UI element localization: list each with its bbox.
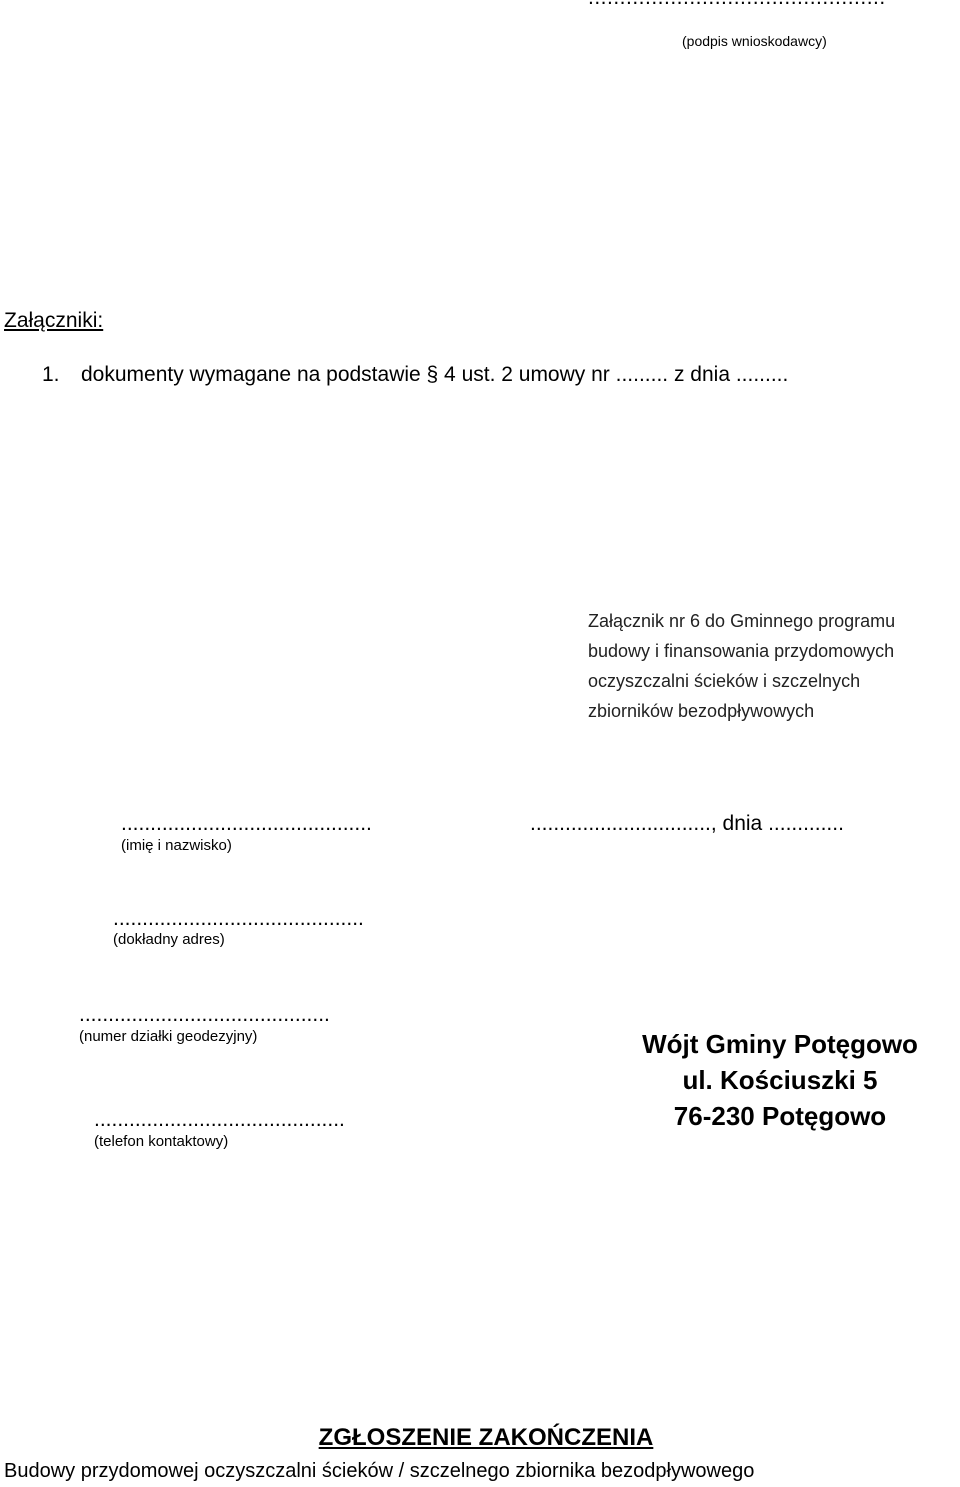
annex-line: budowy i finansowania przydomowych	[588, 641, 895, 661]
place-date-line: ..............................., dnia .............	[530, 812, 844, 835]
name-field-dots: ...........................................	[121, 812, 372, 835]
recipient-block	[610, 1026, 950, 1134]
address-field-label: (dokładny adres)	[113, 931, 225, 948]
address-field-dots: ...........................................	[113, 907, 364, 930]
document-title: ZGŁOSZENIE ZAKOŃCZENIA	[318, 1424, 654, 1451]
plot-field-dots: ...........................................	[79, 1003, 330, 1026]
name-field-label: (imię i nazwisko)	[121, 837, 232, 854]
attachments-heading: Załączniki:	[4, 309, 104, 332]
annex-line: oczyszczalni ścieków i szczelnych	[588, 671, 861, 691]
plot-field-label: (numer działki geodezyjny)	[79, 1028, 258, 1045]
signature-label: (podpis wnioskodawcy)	[682, 33, 827, 49]
attachment-item-number: 1.	[42, 363, 60, 386]
signature-dots	[588, 0, 886, 10]
phone-field-label: (telefon kontaktowy)	[94, 1133, 229, 1150]
recipient-line: 76-230 Potęgowo	[673, 1101, 887, 1131]
recipient-line: Wójt Gminy Potęgowo	[642, 1029, 918, 1059]
recipient-line: ul. Kościuszki 5	[682, 1065, 878, 1095]
annex-header	[588, 606, 948, 726]
attachment-item-text: dokumenty wymagane na podstawie § 4 ust. 2 umowy nr ......... z dnia .........	[81, 363, 789, 386]
document-subtitle: Budowy przydomowej oczyszczalni ścieków / szczelnego zbiornika bezodpływowego	[4, 1460, 755, 1482]
phone-field-dots: ...........................................	[94, 1108, 345, 1131]
annex-line: zbiorników bezodpływowych	[588, 701, 815, 721]
annex-line: Załącznik nr 6 do Gminnego programu	[588, 611, 896, 631]
